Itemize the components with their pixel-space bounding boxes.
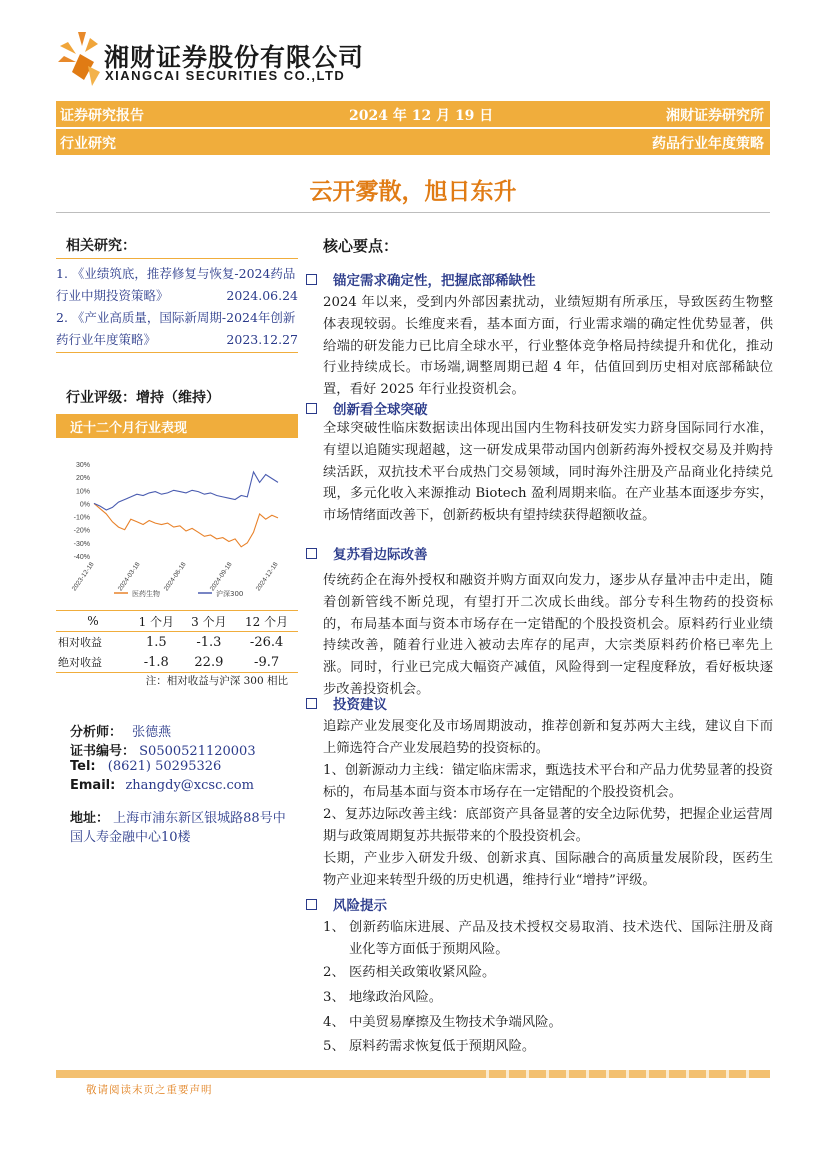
- x-tick-label: 2024-12-18: [254, 561, 280, 593]
- legend-label: 沪深300: [216, 590, 244, 598]
- related-research-heading: 相关研究：: [66, 238, 136, 254]
- x-tick-label: 2023-12-18: [70, 561, 96, 593]
- analyst-tel-line: [70, 759, 221, 774]
- related-item[interactable]: [56, 307, 298, 351]
- analyst-address: [70, 809, 290, 847]
- header-band-1: [56, 101, 770, 127]
- related-divider: [56, 258, 298, 259]
- footer-stripe: [56, 1070, 770, 1078]
- list-item-number: 1、: [323, 920, 345, 935]
- y-tick-label: 30%: [75, 462, 90, 469]
- analyst-email-label: Email:: [70, 778, 116, 793]
- analyst-tel-label: Tel:: [70, 759, 96, 774]
- y-tick-label: -30%: [73, 540, 90, 548]
- section-paragraph: 传统药企在海外授权和融资并购方面双向发力，逐步从存量冲击中走出，随着创新管线不断兑现，有望打开二次成长曲线。部分专科生物药的投资标的，布局基本面与资本市场存在一定错配的个股投资机会。原料药行业业绩持续改善，随着行业进入被动去库存的尾声，大宗类原料药价格已率先上涨。同时，行业已完成大幅资产减值，风险得到一定程度释放，看好板块逐步改善投资机会。: [323, 573, 773, 697]
- analyst-name-label: 分析师：: [70, 725, 123, 740]
- table-note: 注：相对收益与沪深 300 相比: [145, 675, 288, 687]
- performance-table: [56, 610, 298, 673]
- list-item-text: 中美贸易摩擦及生物技术争端风险。: [349, 1015, 562, 1030]
- related-item-text: 2. 《产业高质量，国际新周期-2024年创新药行业年度策略》: [56, 310, 296, 347]
- row-label: 绝对收益: [58, 656, 102, 669]
- list-item-text: 医药相关政策收紧风险。: [349, 965, 496, 980]
- institute-name: 湘财证券研究所: [666, 108, 764, 124]
- analyst-address-label: 地址：: [70, 811, 110, 826]
- list-item: [323, 1012, 773, 1034]
- company-name-cn: 湘财证券股份有限公司: [104, 43, 365, 72]
- section-heading: 复苏看边际改善: [306, 543, 428, 563]
- page-title: 云开雾散，旭日东升: [309, 179, 517, 205]
- series-line-pharma: [94, 503, 278, 546]
- analyst-email-line[interactable]: [70, 778, 254, 793]
- table-header: 3 个月: [191, 614, 227, 629]
- header-band-2: [56, 129, 770, 155]
- list-item-number: 5、: [323, 1039, 345, 1054]
- core-points-heading: 核心要点：: [323, 237, 399, 255]
- analyst-name: 张德燕: [132, 725, 172, 740]
- table-cell: -1.3: [196, 634, 222, 650]
- row-label: 相对收益: [58, 636, 102, 649]
- y-tick-label: -10%: [73, 514, 90, 522]
- checkbox-bullet-icon: [306, 899, 317, 910]
- table-header: 12 个月: [245, 614, 289, 629]
- table-row: [56, 652, 298, 673]
- report-category: 行业研究: [60, 136, 116, 152]
- footer-disclaimer: 敬请阅读末页之重要声明: [86, 1084, 213, 1096]
- list-item: [323, 1036, 773, 1058]
- section-heading: 锚定需求确定性，把握底部稀缺性: [306, 269, 536, 289]
- related-item-text: 1. 《业绩筑底，推荐修复与恢复-2024药品行业中期投资策略》: [56, 266, 296, 303]
- table-cell: -26.4: [249, 634, 284, 650]
- y-tick-label: 0%: [79, 501, 90, 509]
- table-row: [56, 632, 298, 653]
- section-paragraph: 2、复苏边际改善主线：底部资产具备显著的安全边际优势，把握企业运营周期与政策周期复苏共振带来的个股投资机会。: [323, 807, 773, 844]
- table-cell: -9.7: [254, 654, 280, 670]
- list-item-number: 2、: [323, 965, 345, 980]
- report-date: 2024 年 12 月 19 日: [349, 108, 494, 124]
- checkbox-bullet-icon: [306, 274, 317, 285]
- section-paragraph: 2024 年以来，受到内外部因素扰动，业绩短期有所承压，导致医药生物整体表现较弱。长维度来看，基本面方面，行业需求端的确定性优势显著，供给端的研发能力已比肩全球水平，行业整体竞争格局持续提升和优化，推动行业持续成长。市场端,调整周期已超 4 年，估值回到历史相对底部稀缺位置，看好 2025 年行业投资机会。: [323, 295, 773, 398]
- list-item: [323, 987, 773, 1009]
- related-divider: [56, 352, 298, 353]
- analyst-cert: S0500521120003: [139, 744, 256, 759]
- section-paragraph: 长期，产业步入研发升级、创新求真、国际融合的高质量发展阶段，医药生物产业迎来转型升级的历史机遇，维持行业“增持”评级。: [323, 851, 773, 888]
- report-type: 证券研究报告: [60, 108, 144, 124]
- x-tick-label: 2024-03-18: [116, 561, 142, 593]
- analyst-cert-label: 证书编号：: [70, 744, 136, 759]
- analyst-name-line: [70, 721, 171, 740]
- checkbox-bullet-icon: [306, 403, 317, 414]
- section-heading: 创新看全球突破: [306, 398, 428, 418]
- report-subject: 药品行业年度策略: [652, 136, 764, 152]
- list-item: [323, 962, 773, 984]
- analyst-cert-line: [70, 740, 256, 759]
- x-tick-label: 2024-09-18: [208, 561, 234, 593]
- list-item-number: 4、: [323, 1015, 345, 1030]
- list-item-text: 原料药需求恢复低于预期风险。: [349, 1039, 536, 1054]
- y-tick-label: 20%: [75, 475, 90, 483]
- table-header: 1 个月: [138, 614, 175, 629]
- title-divider: [56, 212, 770, 213]
- y-tick-label: -20%: [73, 527, 90, 535]
- section-paragraph: 追踪产业发展变化及市场周期波动，推荐创新和复苏两大主线，建议自下而上筛选符合产业发展趋势的投资标的。: [323, 719, 773, 756]
- checkbox-bullet-icon: [306, 698, 317, 709]
- section-heading: 投资建议: [306, 693, 387, 713]
- list-item-text: 创新药临床进展、产品及技术授权交易取消、技术迭代、国际注册及商业化等方面低于预期风险。: [349, 920, 773, 957]
- analyst-email-link[interactable]: zhangdy@xcsc.com: [125, 778, 254, 793]
- table-header-row: [56, 611, 298, 632]
- company-name-en: XIANGCAI SECURITIES CO.,LTD: [105, 68, 346, 83]
- performance-chart: [56, 440, 298, 606]
- related-item-date: 2023.12.27: [226, 332, 298, 347]
- list-item: [323, 917, 773, 961]
- section-paragraph: 全球突破性临床数据读出体现出国内生物科技研发实力跻身国际同行水准，有望以追随实现超越，这一研发成果带动国内创新药海外授权交易及并购持续活跃，双抗技术平台成热门交易领域，同时海外注册及产品商业化持续兑现，多元化收入来源推动 Biotech 盈利周期来临。在产业基本面逐步夯实，市场情绪面改善下，创新药板块有望持续获得超额收益。: [323, 421, 773, 524]
- table-cell: -1.8: [143, 654, 169, 670]
- company-logo-icon: [58, 32, 102, 86]
- analyst-address-value: 上海市浦东新区银城路88号中国人寿金融中心10楼: [70, 811, 286, 845]
- table-cell: 22.9: [194, 654, 224, 670]
- section-paragraph: 1、创新源动力主线：锚定临床需求，甄选技术平台和产品力优势显著的投资标的，布局基本面与资本市场存在一定错配的个股投资机会。: [323, 763, 773, 800]
- section-heading: 风险提示: [306, 894, 387, 914]
- table-cell: 1.5: [145, 634, 167, 650]
- x-tick-label: 2024-06-18: [162, 561, 188, 593]
- analyst-tel: (8621) 50295326: [107, 759, 222, 774]
- list-item-text: 地缘政治风险。: [349, 990, 443, 1005]
- performance-title: 近十二个月行业表现: [70, 421, 188, 436]
- series-line-csi300: [94, 472, 278, 510]
- list-item-number: 3、: [323, 990, 345, 1005]
- performance-title-bar: [56, 414, 298, 438]
- related-item[interactable]: [56, 263, 298, 307]
- industry-rating: 行业评级：增持（维持）: [66, 390, 220, 406]
- checkbox-bullet-icon: [306, 548, 317, 559]
- y-tick-label: 10%: [75, 488, 90, 496]
- legend-label: 医药生物: [132, 590, 160, 598]
- y-tick-label: -40%: [73, 554, 90, 561]
- related-item-date: 2024.06.24: [226, 288, 298, 303]
- table-header: %: [87, 614, 99, 628]
